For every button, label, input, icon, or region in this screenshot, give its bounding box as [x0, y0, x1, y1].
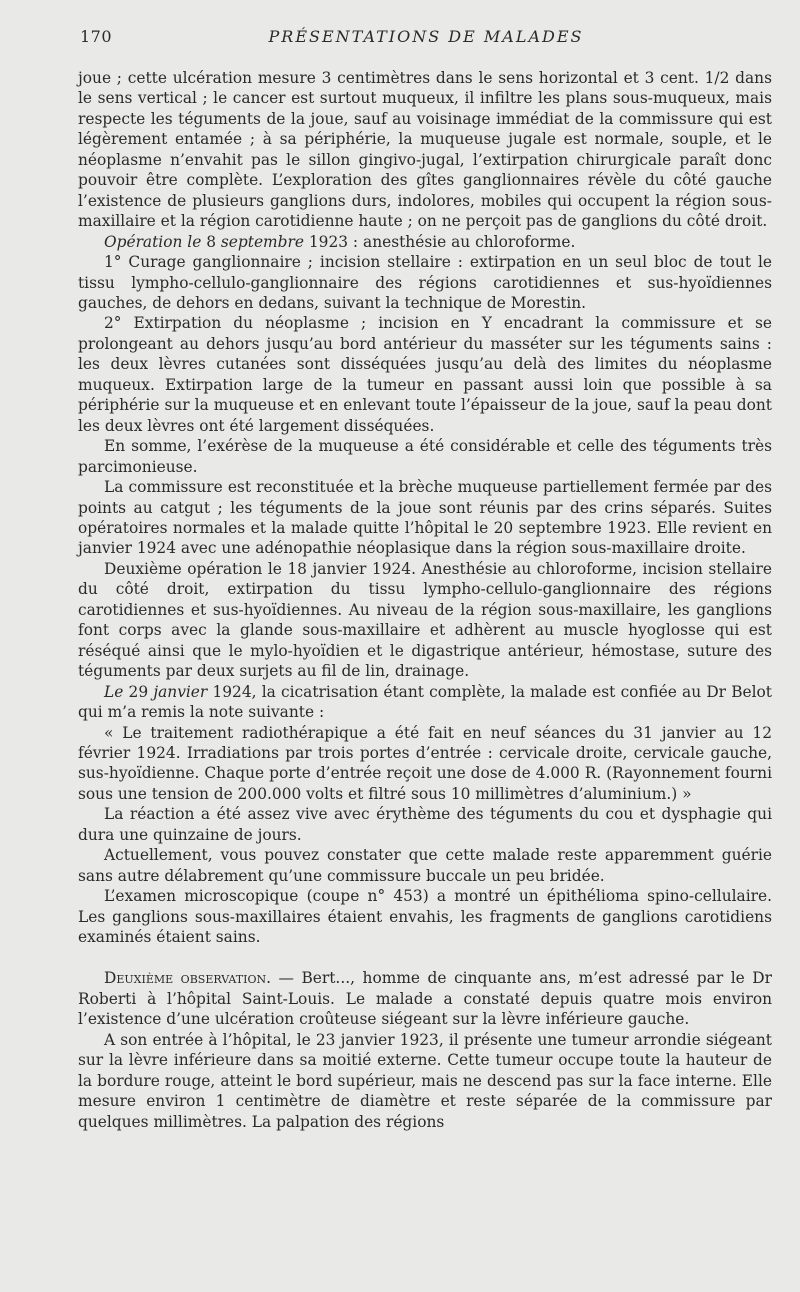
- paragraph: joue ; cette ulcération mesure 3 centimètres dans le sens horizontal et 3 cent. 1/2 dans le sens vertical ; le cancer est surtout muqueux, il infiltre les plans sous-muqueux, mais respecte les téguments de la joue, sauf au voisinage immédiat de la commissure qui est légèrement entamée ; à sa périphérie, la muqueuse jugale est normale, souple, et le néoplasme n’envahit pas le sillon gingivo-jugal, l’extirpation chirurgicale paraît donc pouvoir être complète. L’exploration des gîtes ganglionnaires révèle du côté gauche l’existence de plusieurs ganglions durs, indolores, mobiles qui occupent la région sous-maxillaire et la région carotidienne haute ; on ne perçoit pas de ganglions du côté droit.: [78, 69, 772, 231]
- paragraph: La commissure est reconstituée et la brèche muqueuse partiellement fermée par des points au catgut ; les téguments de la joue sont réunis par des crins séparés. Suites opératoires normales et la malade quitte l’hôpital le 20 septembre 1923. Elle revient en janvier 1924 avec une adénopathie néoplasique dans la région sous-maxillaire droite.: [78, 478, 772, 558]
- paragraph: La réaction a été assez vive avec érythème des téguments du cou et dysphagie qui dura une quinzaine de jours.: [78, 805, 772, 844]
- paragraph: Le 29 janvier 1924, la cicatrisation étant complète, la malade est confiée au Dr Belot qui m’a remis la note suivante :: [78, 682, 772, 722]
- body-text: [78, 68, 772, 1132]
- paragraph: Deuxième observation. — Bert..., homme de cinquante ans, m’est adressé par le Dr Roberti à l’hôpital Saint-Louis. Le malade a constaté depuis quatre mois environ l’existence d’une ulcération croûteuse siégeant sur la lèvre inférieure gauche.: [78, 969, 772, 1029]
- paragraph: En somme, l’exérèse de la muqueuse a été considérable et celle des téguments très parcimonieuse.: [78, 437, 772, 476]
- paragraph: Opération le 8 septembre 1923 : anesthésie au chloroforme.: [104, 232, 576, 251]
- paragraph: « Le traitement radiothérapique a été fait en neuf séances du 31 janvier au 12 février 1924. Irradiations par trois portes d’entrée : cervicale droite, cervicale gauche, sus-hyoïdienne. Chaque porte d’entrée reçoit une dose de 4.000 R. (Rayonnement fourni sous une tension de 200.000 volts et filtré sous 10 millimètres d’aluminium.) »: [78, 723, 772, 803]
- paragraph: Actuellement, vous pouvez constater que cette malade reste apparemment guérie sans autre délabrement qu’une commissure buccale un peu bridée.: [78, 846, 772, 885]
- paragraph: A son entrée à l’hôpital, le 23 janvier 1923, il présente une tumeur arrondie siégeant sur la lèvre inférieure dans sa moitié externe. Cette tumeur occupe toute la hauteur de la bordure rouge, atteint le bord supérieur, mais ne descend pas sur la face interne. Elle mesure environ 1 centimètre de diamètre et reste séparée de la commissure par quelques millimètres. La palpation des régions: [78, 1030, 772, 1131]
- page-header: [80, 27, 772, 53]
- paragraph: L’examen microscopique (coupe n° 453) a montré un épithélioma spino-cellulaire. Les ganglions sous-maxillaires étaient envahis, les fragments de ganglions carotidiens examinés étaient sains.: [78, 887, 772, 947]
- section-heading: Deuxième observation.: [104, 969, 271, 988]
- running-title: PRÉSENTATIONS DE MALADES: [268, 27, 584, 46]
- paragraph: 1° Curage ganglionnaire ; incision stellaire : extirpation en un seul bloc de tout le tissu lympho-cellulo-ganglionnaire des régions carotidiennes et sus-hyoïdiennes gauches, de dehors en dedans, suivant la technique de Morestin.: [78, 253, 772, 312]
- paragraph: Deuxième opération le 18 janvier 1924. Anesthésie au chloroforme, incision stellaire du côté droit, extirpation du tissu lympho-cellulo-ganglionnaire des régions carotidiennes et sus-hyoïdiennes. Au niveau de la région sous-maxillaire, les ganglions font corps avec la glande sous-maxillaire et adhèrent au muscle hyoglosse qui est réséqué ainsi que le mylo-hyoïdien et le digastrique antérieur, hémostase, suture des téguments par deux surjets au fil de lin, drainage.: [78, 559, 772, 681]
- paragraph: 2° Extirpation du néoplasme ; incision en Y encadrant la commissure et se prolongeant au dehors jusqu’au bord antérieur du masséter sur les téguments sains : les deux lèvres cutanées sont disséquées jusqu’au delà des limites du néoplasme muqueux. Extirpation large de la tumeur en passant aussi loin que possible à sa périphérie sur la muqueuse et en enlevant toute l’épaisseur de la joue, sauf la peau dont les deux lèvres ont été largement disséquées.: [78, 314, 772, 435]
- page-number: 170: [80, 27, 113, 46]
